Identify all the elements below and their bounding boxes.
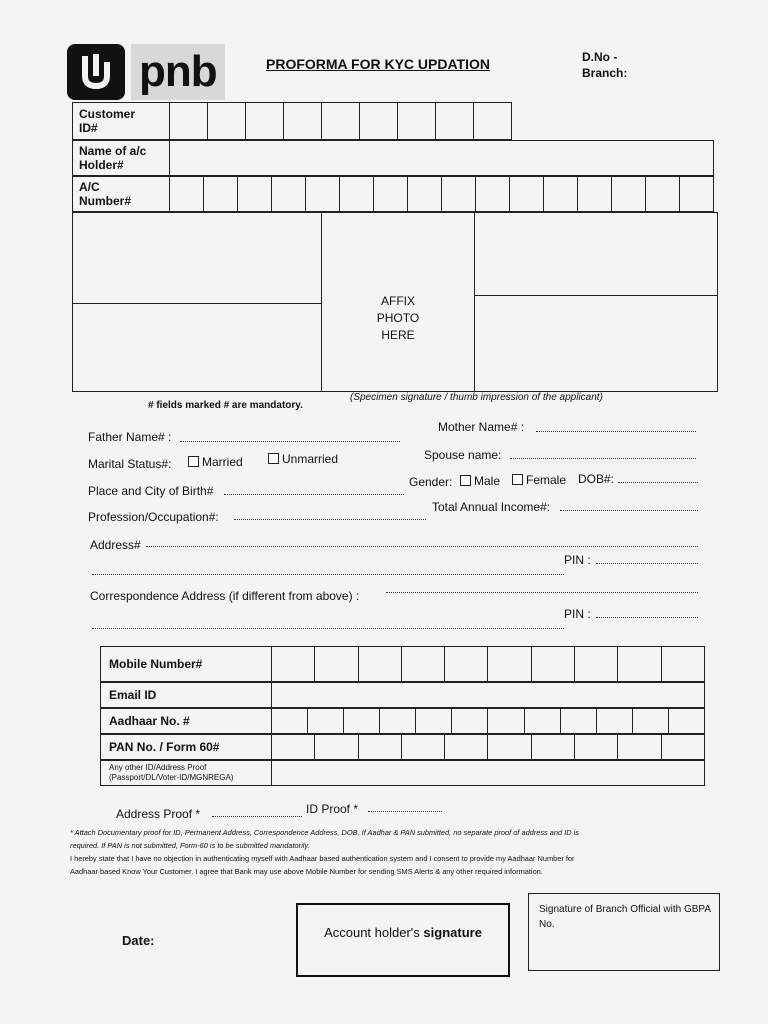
customer-id-cell[interactable] <box>360 103 398 140</box>
place-birth-field[interactable] <box>224 494 404 495</box>
email-label: Email ID <box>101 683 272 708</box>
customer-id-cell[interactable] <box>208 103 246 140</box>
account-number-cell[interactable] <box>646 177 680 212</box>
pan-cell[interactable] <box>315 735 358 760</box>
account-number-row <box>72 176 714 212</box>
account-number-cell[interactable] <box>680 177 714 212</box>
account-number-cell[interactable] <box>204 177 238 212</box>
unmarried-checkbox[interactable] <box>268 453 279 464</box>
gender-label: Gender: <box>409 475 453 489</box>
branch-official-label: Signature of Branch Official with GBPA No. <box>539 904 711 930</box>
pan-cell[interactable] <box>445 735 488 760</box>
dob-label: DOB#: <box>578 472 615 486</box>
income-field[interactable] <box>560 510 698 511</box>
account-number-cell[interactable] <box>340 177 374 212</box>
email-input[interactable] <box>272 683 705 708</box>
customer-id-row <box>72 102 512 140</box>
photo-label-3: HERE <box>381 328 415 342</box>
account-holder-signature-bold: signature <box>423 925 482 940</box>
pnb-logo <box>67 44 217 100</box>
account-number-cell[interactable] <box>612 177 646 212</box>
pin-label-1: PIN : <box>564 553 591 567</box>
pan-cell[interactable] <box>272 735 315 760</box>
aadhaar-cell[interactable] <box>488 709 524 734</box>
photo-box[interactable] <box>321 213 475 391</box>
signature-box-2[interactable] <box>73 304 321 391</box>
address-proof-field[interactable] <box>212 816 302 817</box>
disclaimer-line-2: required. If PAN is not submitted, Form-60 is to be submitted mandatorily. <box>70 841 310 850</box>
mother-name-field[interactable] <box>536 431 696 432</box>
account-number-cell[interactable] <box>238 177 272 212</box>
signature-box-1[interactable] <box>73 213 321 304</box>
mobile-cell[interactable] <box>575 647 618 682</box>
mobile-label: Mobile Number# <box>101 647 272 682</box>
disclaimer-line-3: I hereby state that I have no objection in authenticating myself with Aadhaar based authentication system and I consent to provide my Aadhaar Number for <box>70 854 575 863</box>
aadhaar-cell[interactable] <box>632 709 668 734</box>
female-checkbox[interactable] <box>512 474 523 485</box>
mobile-cell[interactable] <box>531 647 574 682</box>
aadhaar-cell[interactable] <box>524 709 560 734</box>
photo-label-1: AFFIX <box>380 294 415 308</box>
aadhaar-cell[interactable] <box>668 709 704 734</box>
account-number-cell[interactable] <box>306 177 340 212</box>
pan-cell[interactable] <box>401 735 444 760</box>
aadhaar-cell[interactable] <box>272 709 308 734</box>
aadhaar-label: Aadhaar No. # <box>101 709 272 734</box>
spouse-name-field[interactable] <box>510 458 696 459</box>
mobile-cell[interactable] <box>488 647 531 682</box>
account-holder-signature-box[interactable] <box>296 903 510 977</box>
form-title: PROFORMA FOR KYC UPDATION <box>266 56 490 72</box>
mobile-row <box>100 646 705 682</box>
pan-label: PAN No. / Form 60# <box>101 735 272 760</box>
dno-label: D.No - <box>582 50 618 64</box>
place-birth-label: Place and City of Birth# <box>88 484 214 498</box>
aadhaar-cell[interactable] <box>416 709 452 734</box>
correspondence-address-line-1[interactable] <box>386 592 698 593</box>
account-number-cell[interactable] <box>578 177 612 212</box>
customer-id-cell[interactable] <box>436 103 474 140</box>
aadhaar-row <box>100 708 705 734</box>
other-id-label: Any other ID/Address Proof (Passport/DL/Voter-ID/MGNREGA) <box>101 761 272 786</box>
customer-id-cell[interactable] <box>398 103 436 140</box>
married-option[interactable]: Married <box>188 455 243 469</box>
address-label: Address# <box>90 538 141 552</box>
male-checkbox[interactable] <box>460 475 471 486</box>
pan-row <box>100 734 705 760</box>
aadhaar-cell[interactable] <box>344 709 380 734</box>
pan-cell[interactable] <box>531 735 574 760</box>
photo-label-2: PHOTO <box>376 311 420 325</box>
pan-cell[interactable] <box>575 735 618 760</box>
specimen-note: (Specimen signature / thumb impression of the applicant) <box>350 392 603 403</box>
account-number-cell[interactable] <box>442 177 476 212</box>
name-row <box>72 140 714 176</box>
marital-status-label: Marital Status#: <box>88 457 172 471</box>
account-number-cell[interactable] <box>510 177 544 212</box>
aadhaar-cell[interactable] <box>596 709 632 734</box>
account-number-cell[interactable] <box>170 177 204 212</box>
mobile-cell[interactable] <box>358 647 401 682</box>
mobile-cell[interactable] <box>315 647 358 682</box>
female-option[interactable]: Female <box>512 473 566 487</box>
other-id-row <box>100 760 705 786</box>
email-row <box>100 682 705 708</box>
dob-field[interactable] <box>618 482 698 483</box>
male-option[interactable]: Male <box>460 474 500 488</box>
id-proof-label: ID Proof * <box>306 802 359 816</box>
pin-label-2: PIN : <box>564 607 591 621</box>
correspondence-address-label: Correspondence Address (if different from above) : <box>90 589 360 603</box>
mobile-cell[interactable] <box>445 647 488 682</box>
pnb-logo-mark <box>67 44 125 100</box>
account-number-label: A/C Number# <box>73 177 170 212</box>
customer-id-cell[interactable] <box>284 103 322 140</box>
disclaimer-line-1: * Attach Documentary proof for ID, Permanent Address, Correspondence Address, DOB. If Aadhar & PAN submitted, no separate proof of address and ID is <box>70 828 579 837</box>
pin-field-2[interactable] <box>596 617 698 618</box>
customer-id-cell[interactable] <box>170 103 208 140</box>
account-number-cell[interactable] <box>544 177 578 212</box>
pan-cell[interactable] <box>488 735 531 760</box>
correspondence-address-line-2[interactable] <box>92 628 564 629</box>
profession-label: Profession/Occupation#: <box>88 510 219 524</box>
account-number-cell[interactable] <box>272 177 306 212</box>
mandatory-note: # fields marked # are mandatory. <box>148 400 303 411</box>
disclaimer-text <box>70 826 750 878</box>
married-checkbox[interactable] <box>188 456 199 467</box>
aadhaar-cell[interactable] <box>308 709 344 734</box>
branch-official-signature-box[interactable] <box>528 893 720 971</box>
customer-id-label: Customer ID# <box>73 103 170 140</box>
mobile-cell[interactable] <box>661 647 704 682</box>
account-number-cell[interactable] <box>374 177 408 212</box>
spouse-name-label: Spouse name: <box>424 448 502 462</box>
address-proof-label: Address Proof * <box>116 807 201 821</box>
pin-field-1[interactable] <box>596 563 698 564</box>
address-field-line-2[interactable] <box>92 574 564 575</box>
account-number-cell[interactable] <box>408 177 442 212</box>
pnb-logo-text: pnb <box>131 44 225 100</box>
aadhaar-cell[interactable] <box>380 709 416 734</box>
customer-id-cell[interactable] <box>246 103 284 140</box>
account-number-cell[interactable] <box>476 177 510 212</box>
aadhaar-cell[interactable] <box>452 709 488 734</box>
name-input[interactable] <box>170 141 714 176</box>
other-id-input[interactable] <box>272 761 705 786</box>
pnb-emblem-icon <box>67 44 125 100</box>
income-label: Total Annual Income#: <box>432 500 551 514</box>
disclaimer-line-4: Aadhaar based Know Your Customer. I agree that Bank may use above Mobile Number for sending SMS Alerts & any other required information. <box>70 867 543 876</box>
father-name-label: Father Name# : <box>88 430 172 444</box>
signature-box-4[interactable] <box>474 296 717 391</box>
signature-photo-block <box>72 212 718 392</box>
signature-box-3[interactable] <box>474 213 717 296</box>
mobile-cell[interactable] <box>272 647 315 682</box>
branch-label: Branch: <box>582 66 628 80</box>
mobile-cell[interactable] <box>618 647 661 682</box>
customer-id-cell[interactable] <box>322 103 360 140</box>
date-label: Date: <box>122 933 155 948</box>
customer-id-cell[interactable] <box>474 103 512 140</box>
pan-cell[interactable] <box>618 735 661 760</box>
unmarried-option[interactable]: Unmarried <box>268 452 338 466</box>
name-label: Name of a/c Holder# <box>73 141 170 176</box>
pan-cell[interactable] <box>661 735 704 760</box>
aadhaar-cell[interactable] <box>560 709 596 734</box>
id-proof-field[interactable] <box>368 811 442 812</box>
mother-name-label: Mother Name# : <box>438 420 525 434</box>
mobile-cell[interactable] <box>401 647 444 682</box>
profession-field[interactable] <box>234 519 426 520</box>
father-name-field[interactable] <box>180 441 400 442</box>
account-holder-signature-prefix: Account holder's <box>324 925 420 940</box>
address-field-line-1[interactable] <box>146 546 698 547</box>
pan-cell[interactable] <box>358 735 401 760</box>
